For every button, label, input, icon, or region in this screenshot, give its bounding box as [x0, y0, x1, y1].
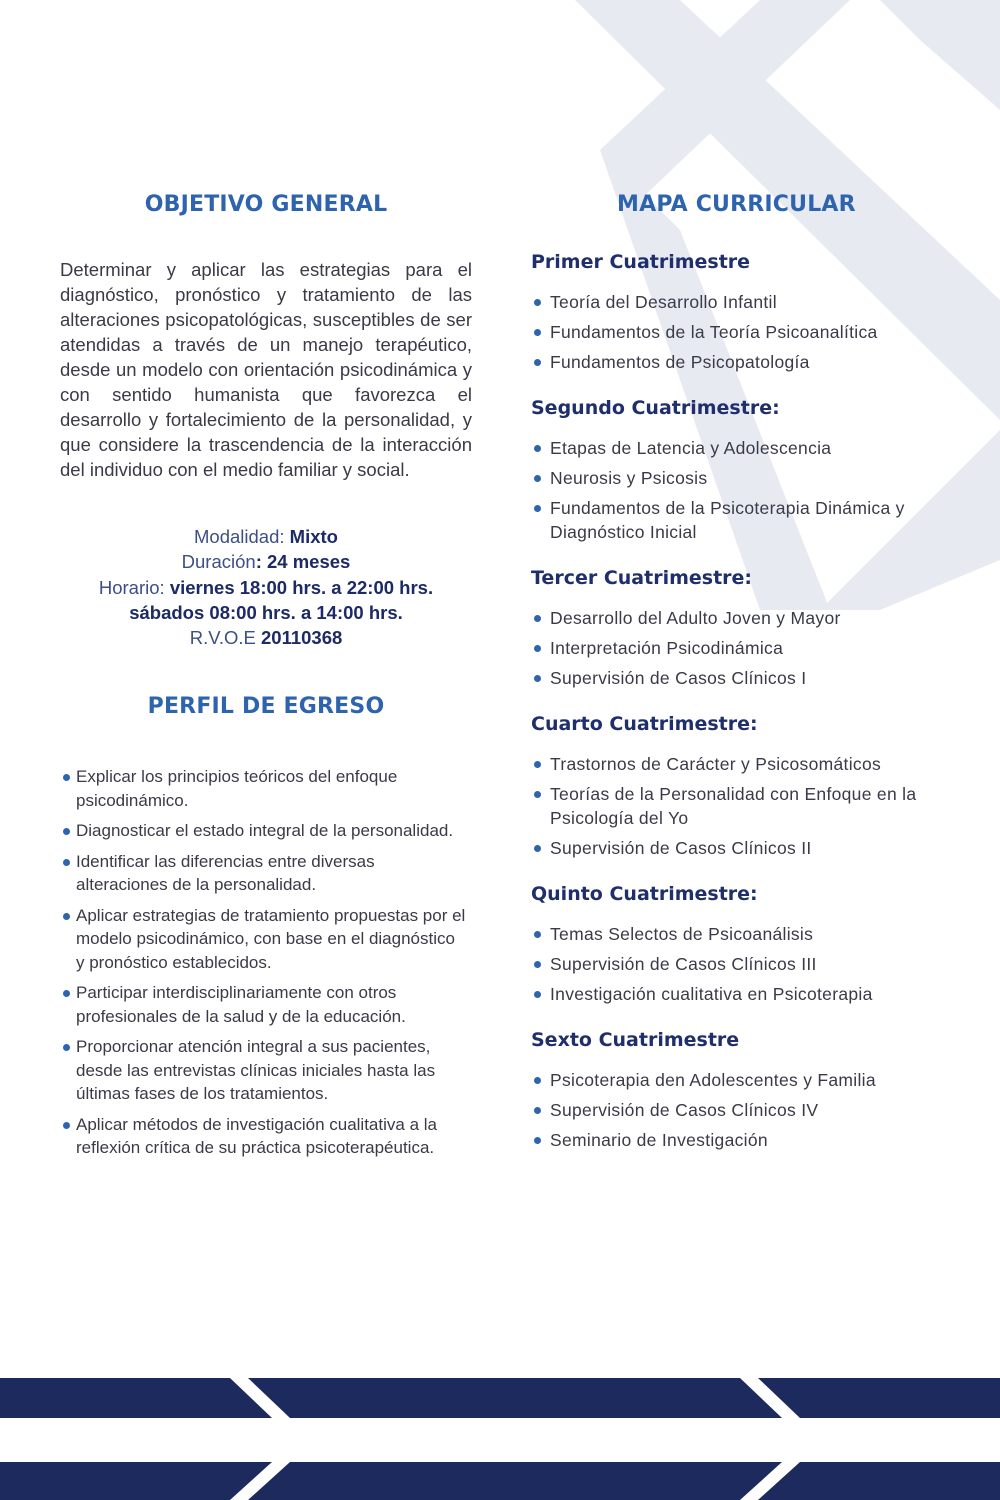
duracion-line	[60, 549, 472, 574]
course-item: Desarrollo del Adulto Joven y Mayor	[531, 606, 951, 630]
right-column	[531, 192, 951, 1175]
course-item: Fundamentos de la Teoría Psicoanalítica	[531, 320, 951, 344]
perfil-item: Diagnosticar el estado integral de la personalidad.	[60, 819, 472, 843]
semester-4	[531, 713, 951, 860]
horario-value-1: viernes 18:00 hrs. a 22:00 hrs.	[169, 576, 434, 598]
course-item: Supervisión de Casos Clínicos I	[531, 666, 951, 690]
semester-6	[531, 1029, 951, 1152]
left-column	[60, 192, 472, 1167]
bottom-band-bottom	[0, 1462, 1000, 1500]
course-item: Teoría del Desarrollo Infantil	[531, 290, 951, 314]
horario-label: Horario:	[98, 576, 165, 598]
semester-title: Cuarto Cuatrimestre:	[531, 713, 758, 735]
bottom-band-top	[0, 1378, 1000, 1418]
modalidad-line	[60, 524, 472, 549]
course-item: Fundamentos de Psicopatología	[531, 350, 951, 374]
perfil-item: Participar interdisciplinariamente con otros profesionales de la salud y de la educación.	[60, 981, 472, 1028]
course-item: Interpretación Psicodinámica	[531, 636, 951, 660]
perfil-list	[60, 765, 472, 1160]
perfil-item: Proporcionar atención integral a sus pacientes, desde las entrevistas clínicas iniciales hasta las últimas fases de los tratamientos.	[60, 1035, 472, 1106]
objetivo-title: OBJETIVO GENERAL	[144, 192, 388, 217]
semester-5	[531, 883, 951, 1006]
course-item: Teorías de la Personalidad con Enfoque en la Psicología del Yo	[531, 782, 951, 830]
course-item: Fundamentos de la Psicoterapia Dinámica y Diagnóstico Inicial	[531, 496, 951, 544]
semester-2	[531, 397, 951, 544]
course-item: Seminario de Investigación	[531, 1128, 951, 1152]
semester-title: Quinto Cuatrimestre:	[531, 883, 758, 905]
duracion-value: : 24 meses	[255, 551, 351, 573]
program-info	[60, 524, 472, 650]
course-item: Trastornos de Carácter y Psicosomáticos	[531, 752, 951, 776]
course-item: Supervisión de Casos Clínicos IV	[531, 1098, 951, 1122]
semester-1	[531, 251, 951, 374]
course-item: Etapas de Latencia y Adolescencia	[531, 436, 951, 460]
semester-title: Primer Cuatrimestre	[531, 251, 751, 273]
semester-3	[531, 567, 951, 690]
horario-line	[60, 575, 472, 600]
decor-chevron-5	[880, 0, 1000, 110]
mapa-title: MAPA CURRICULAR	[617, 192, 856, 217]
modalidad-label: Modalidad:	[194, 526, 285, 547]
course-item: Supervisión de Casos Clínicos II	[531, 836, 951, 860]
duracion-label: Duración	[181, 551, 256, 573]
course-list	[531, 752, 951, 860]
objetivo-text: Determinar y aplicar las estrategias para el diagnóstico, pronóstico y tratamiento de las alteraciones psicopatológicas, susceptibles de ser atendidas a través de un manejo terapéutico, desde un modelo con orientación psicodinámica y con sentido humanista que favorezca el desarrollo y fortalecimiento de la personalidad, y que considere la trascendencia de la interacción del individuo con el medio familiar y social.	[60, 259, 472, 480]
course-item: Supervisión de Casos Clínicos III	[531, 952, 951, 976]
course-item: Temas Selectos de Psicoanálisis	[531, 922, 951, 946]
semester-title: Segundo Cuatrimestre:	[531, 397, 780, 419]
semester-title: Sexto Cuatrimestre	[531, 1029, 740, 1051]
perfil-item: Aplicar estrategias de tratamiento propuestas por el modelo psicodinámico, con base en el diagnóstico y pronóstico establecidos.	[60, 904, 472, 975]
rvoe-value: 20110368	[261, 627, 343, 649]
perfil-title: PERFIL DE EGRESO	[147, 694, 385, 720]
course-list	[531, 436, 951, 544]
course-list	[531, 606, 951, 690]
semester-title: Tercer Cuatrimestre:	[531, 567, 753, 589]
horario-line-2	[60, 600, 472, 625]
horario-value-2: sábados 08:00 hrs. a 14:00 hrs.	[129, 601, 403, 623]
perfil-item: Explicar los principios teóricos del enfoque psicodinámico.	[60, 765, 472, 812]
course-list	[531, 1068, 951, 1152]
course-list	[531, 922, 951, 1006]
rvoe-line	[60, 625, 472, 650]
course-item: Neurosis y Psicosis	[531, 466, 951, 490]
course-item: Investigación cualitativa en Psicoterapia	[531, 982, 951, 1006]
course-list	[531, 290, 951, 374]
perfil-item: Identificar las diferencias entre diversas alteraciones de la personalidad.	[60, 850, 472, 897]
rvoe-label: R.V.O.E	[189, 627, 256, 649]
modalidad-value: Mixto	[289, 526, 338, 547]
course-item: Psicoterapia den Adolescentes y Familia	[531, 1068, 951, 1092]
perfil-item: Aplicar métodos de investigación cualitativa a la reflexión crítica de su práctica psicoterapéutica.	[60, 1113, 472, 1160]
